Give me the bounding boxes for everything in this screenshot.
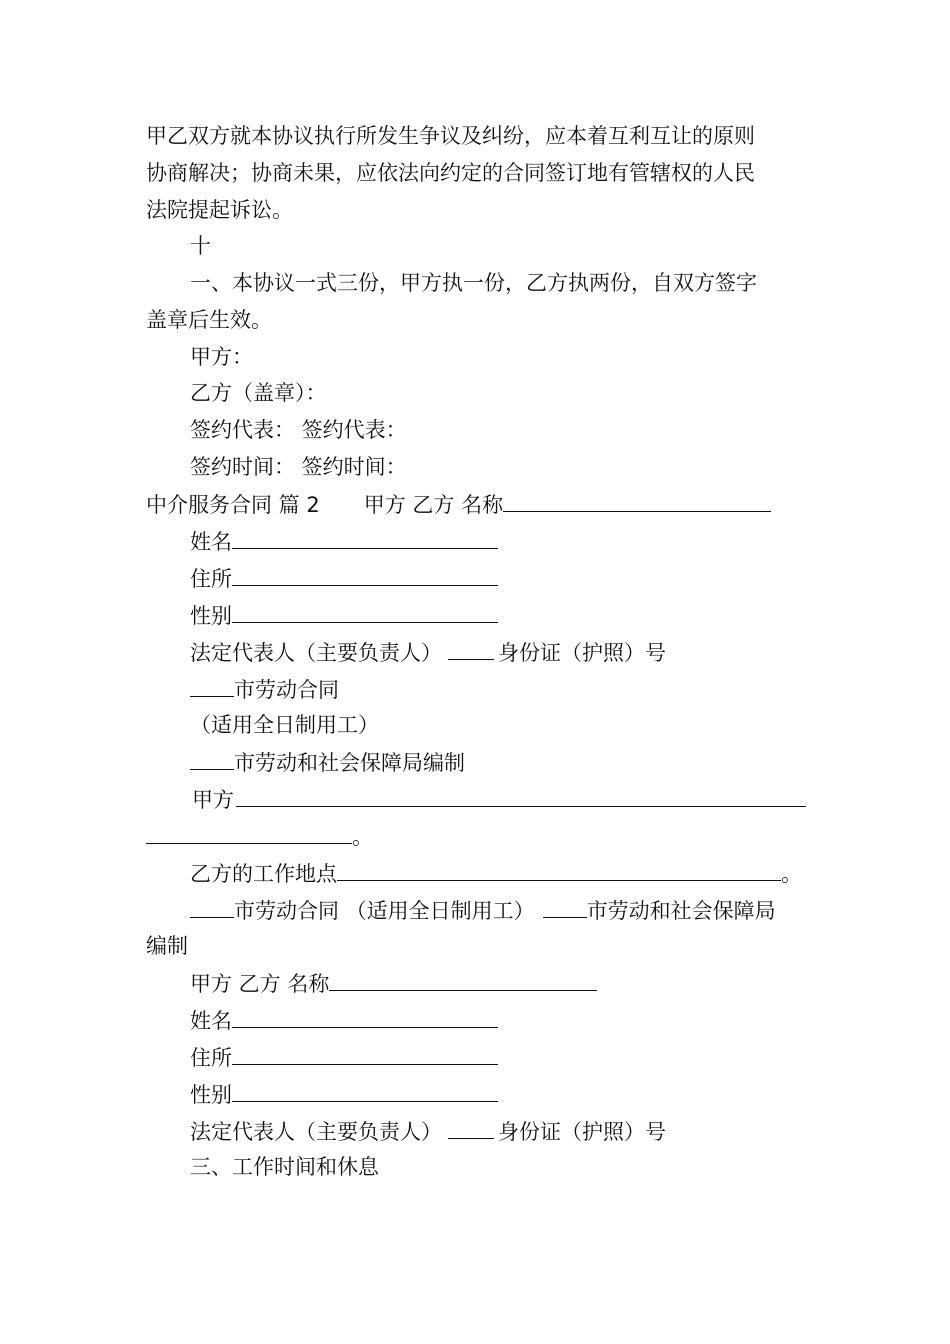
gender-label: 性别 xyxy=(190,1083,232,1107)
labor-contract-title: 市劳动合同 （适用全日制用工） xyxy=(234,899,535,923)
form-field xyxy=(146,821,373,851)
address-label: 住所 xyxy=(190,1046,232,1070)
paragraph-line: 盖章后生效。 xyxy=(146,308,272,332)
labor-contract-title: 市劳动合同 xyxy=(234,678,339,702)
form-field xyxy=(190,1005,498,1035)
section-number: 十 xyxy=(190,234,211,258)
gender-label: 性别 xyxy=(190,604,232,628)
work-location-blank xyxy=(337,858,781,881)
contract-heading xyxy=(146,489,771,519)
name-label: 姓名 xyxy=(190,1009,232,1033)
form-field xyxy=(192,784,806,814)
name-blank xyxy=(329,968,597,991)
form-field xyxy=(190,1116,666,1146)
legal-rep-blank xyxy=(448,1116,494,1139)
party-b-label: 乙方（盖章）： xyxy=(190,381,327,405)
form-field xyxy=(190,526,498,556)
sign-date-label: 签约时间： 签约时间： xyxy=(190,455,407,479)
section-heading: 三、工作时间和休息 xyxy=(190,1155,379,1179)
form-field xyxy=(190,747,465,777)
form-field xyxy=(190,1042,498,1072)
form-field xyxy=(190,600,498,630)
legal-rep-label: 法定代表人（主要负责人） xyxy=(190,1120,442,1144)
paragraph-line: 编制 xyxy=(146,934,188,958)
party-a-label: 甲方 xyxy=(192,788,234,812)
name-blank xyxy=(232,526,498,549)
period-mark: 。 xyxy=(781,862,802,886)
paragraph-line: 甲乙双方就本协议执行所发生争议及纠纷，应本着互利互让的原则 xyxy=(146,124,755,148)
form-field xyxy=(190,968,597,998)
form-field xyxy=(190,858,802,888)
party-a-label: 甲方： xyxy=(190,345,253,369)
subtitle: （适用全日制用工） xyxy=(190,713,379,737)
gender-blank xyxy=(232,1079,498,1102)
id-number-label: 身份证（护照）号 xyxy=(498,641,666,665)
issuer-label: 市劳动和社会保障局编制 xyxy=(234,751,465,775)
form-field xyxy=(190,637,666,667)
legal-rep-blank xyxy=(448,637,494,660)
paragraph-line: 法院提起诉讼。 xyxy=(146,198,293,222)
signatory-label: 签约代表： 签约代表： xyxy=(190,418,407,442)
form-field xyxy=(190,895,776,925)
name-label: 姓名 xyxy=(190,530,232,554)
form-field xyxy=(190,674,339,704)
name-blank xyxy=(503,489,771,512)
issuer-label: 市劳动和社会保障局 xyxy=(586,899,776,923)
name-blank xyxy=(232,1005,498,1028)
period-mark: 。 xyxy=(352,825,373,849)
city-blank xyxy=(190,747,234,770)
contract-title: 中介服务合同 篇 2 xyxy=(146,493,320,517)
form-field xyxy=(190,1079,498,1109)
form-field xyxy=(190,563,498,593)
party-name-label: 甲方 乙方 名称 xyxy=(190,972,330,996)
legal-rep-label: 法定代表人（主要负责人） xyxy=(190,641,442,665)
gender-blank xyxy=(232,600,498,623)
paragraph-line: 协商解决；协商未果，应依法向约定的合同签订地有管辖权的人民 xyxy=(146,161,755,185)
party-name-label: 甲方 乙方 名称 xyxy=(363,493,504,517)
city-blank xyxy=(190,674,234,697)
address-blank xyxy=(232,1042,498,1065)
paragraph-line: 一、本协议一式三份，甲方执一份，乙方执两份，自双方签字 xyxy=(190,271,757,295)
party-a-blank-cont xyxy=(146,821,352,844)
work-location-label: 乙方的工作地点 xyxy=(190,862,337,886)
city-blank xyxy=(543,895,587,918)
id-number-label: 身份证（护照）号 xyxy=(498,1120,666,1144)
party-a-blank xyxy=(236,784,806,807)
address-label: 住所 xyxy=(190,567,232,591)
city-blank xyxy=(190,895,234,918)
address-blank xyxy=(232,563,498,586)
